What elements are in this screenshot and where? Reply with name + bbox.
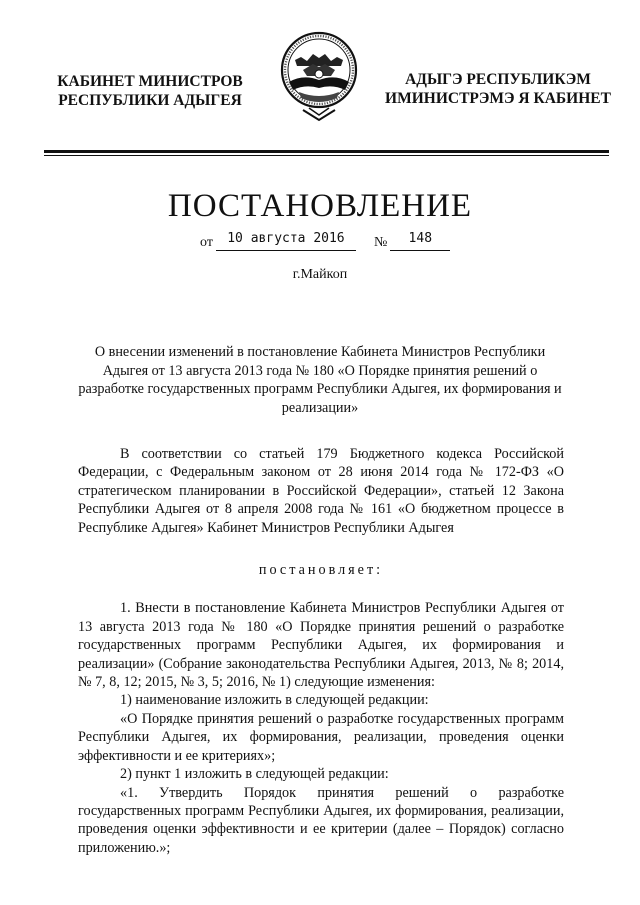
header-divider-thick [44, 150, 609, 153]
header-left-line2: РЕСПУБЛИКИ АДЫГЕЯ [58, 92, 242, 109]
city-line: г.Майкоп [292, 267, 348, 282]
header-divider-thin [44, 155, 609, 156]
body-paragraph: «1. Утвердить Порядок принятия решений о разработке государственных программ Республики Адыгея, их формирования, реализации, проведения оценки эффективности и ее критерии (далее – Порядок) согласно приложению.»; [78, 784, 564, 856]
document-subject: О внесении изменений в постановление Кабинета Министров Республики Адыгея от 13 августа 2013 года № 180 «О Порядке принятия решений о разработке государственных программ Республики Адыгея, их формирования и реализации» [78, 344, 562, 416]
date-prefix: от [200, 235, 213, 250]
header-right [382, 70, 614, 108]
body-paragraph: 2) пункт 1 изложить в следующей редакции: [120, 766, 389, 783]
date-field: 10 августа 2016 [216, 232, 356, 251]
body-paragraph: 1. Внести в постановление Кабинета Министров Республики Адыгея от 13 августа 2013 года № 180 «О Порядке принятия решений о разработке государственных программ Республики Адыгея, их формирования и реализации» (Собрание законодательства Республики Адыгея, 2013, № 8; 2014, № 7, 8, 12; 2015, № 3, 5; 2016, № 1) следующие изменения: [78, 600, 564, 691]
date-number-line [200, 232, 450, 251]
body-paragraph: «О Порядке принятия решений о разработке государственных программ Республики Адыгея, их формирования, реализации, проведения оценки эффективности и ее критериях»; [78, 710, 564, 764]
header-right-line1: АДЫГЭ РЕСПУБЛИКЭМ [405, 71, 591, 88]
header-left [52, 72, 248, 110]
preamble-paragraph: В соответствии со статьей 179 Бюджетного кодекса Российской Федерации, с Федеральным законом от 28 июня 2014 года № 172-ФЗ «О стратегическом планировании в Российской Федерации», статьей 12 Закона Республики Адыгея от 8 апреля 2008 года № 161 «О бюджетном процессе в Республике Адыгея» Кабинет Министров Республики Адыгея [78, 446, 564, 536]
coat-of-arms-icon [273, 30, 365, 126]
number-prefix: № [373, 235, 388, 250]
body-paragraph: 1) наименование изложить в следующей редакции: [120, 692, 429, 709]
document-body [78, 445, 564, 857]
header-right-line2: ИМИНИСТРЭМЭ Я КАБИНЕТ [385, 90, 611, 107]
number-field: 148 [390, 232, 450, 251]
header-left-line1: КАБИНЕТ МИНИСТРОВ [57, 73, 243, 90]
document-title: ПОСТАНОВЛЕНИЕ [167, 188, 473, 224]
decree-word: постановляет: [258, 562, 384, 579]
